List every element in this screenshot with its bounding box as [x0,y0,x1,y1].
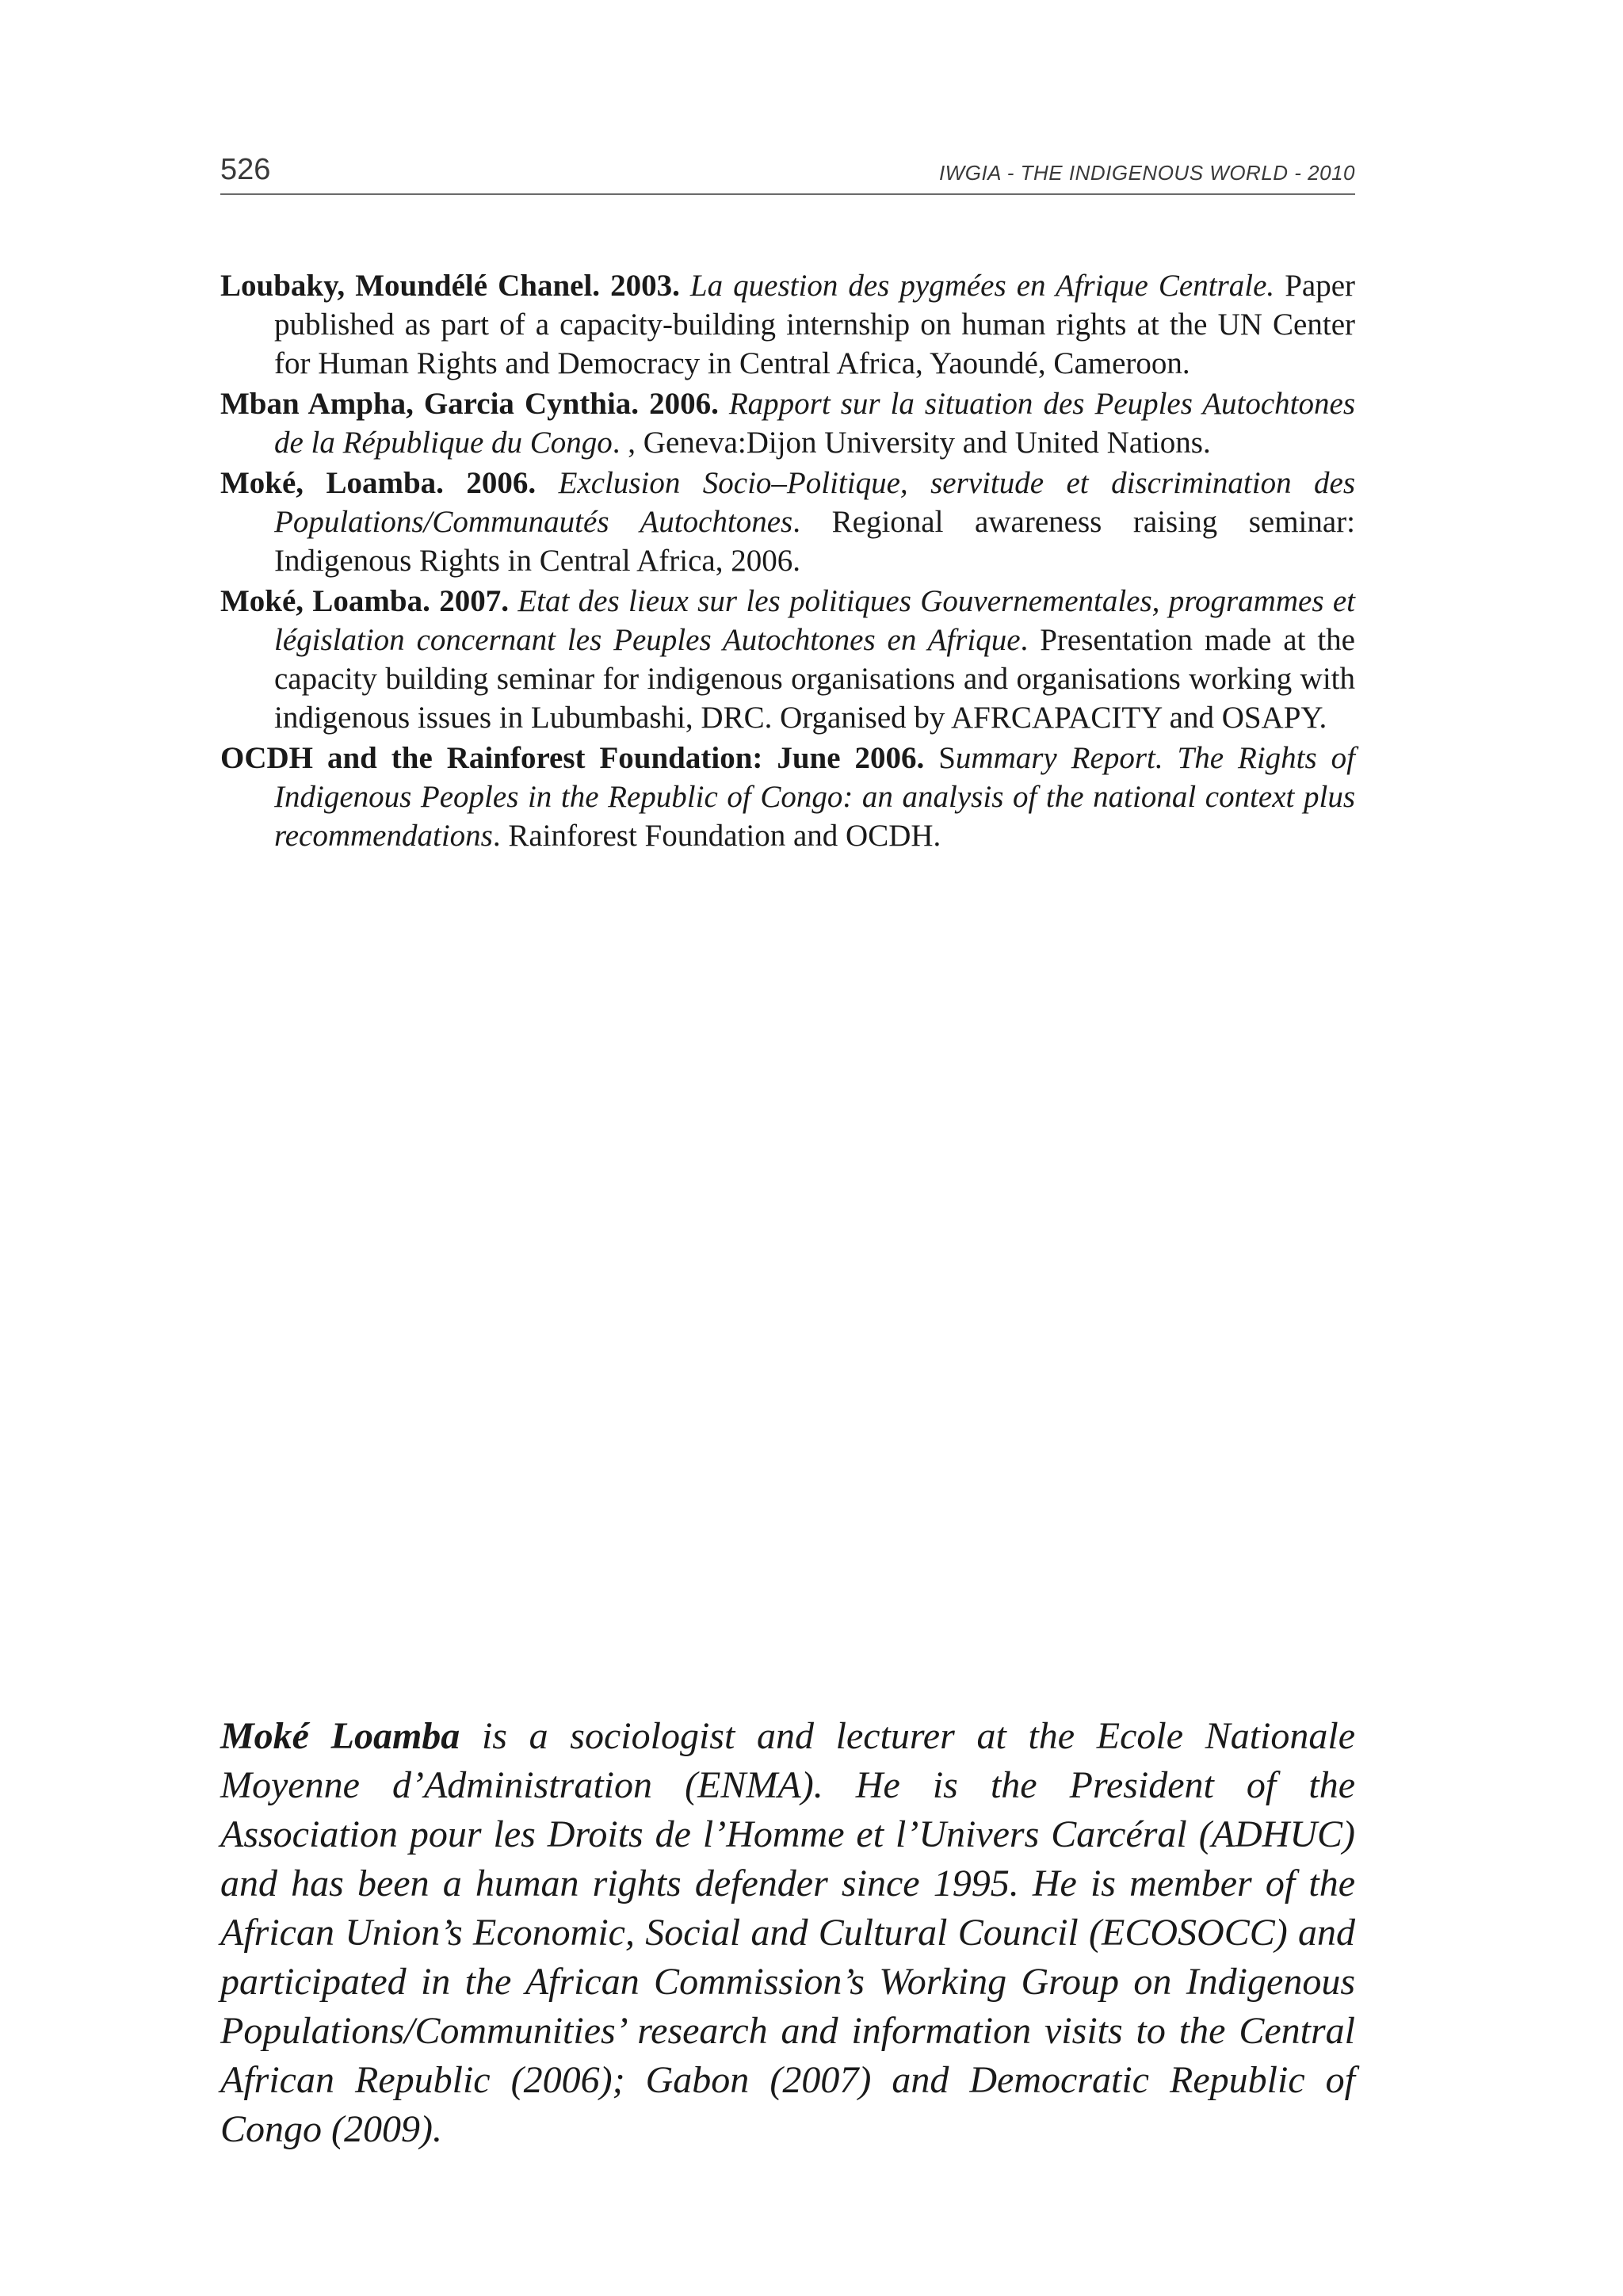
reference-author: Moké, Loamba. 2006. [220,466,537,500]
page-header [220,152,1355,195]
reference-item [220,384,1355,462]
author-bio [220,1712,1355,2154]
reference-author: Moké, Loamba. 2007. [220,584,509,618]
reference-title: La question des pygmées en Afrique Centrale. [689,269,1275,303]
reference-item [220,464,1355,580]
reference-author: Loubaky, Moundélé Chanel. 2003. [220,269,680,303]
reference-title: Rapport sur la situation des Peuples Autochtones de la République du Congo [274,387,1355,460]
running-head: IWGIA - THE INDIGENOUS WORLD - 2010 [938,161,1355,185]
reference-author: OCDH and the Rainforest Foundation: June 2006. [220,741,925,775]
bio-author-name: Moké Loamba [220,1715,460,1757]
reference-details: . Rainforest Foundation and OCDH. [492,819,941,853]
reference-title: ummary Report. The Rights of Indigenous Peoples in the Republic of Congo: an analysis of the national context plus recommendations [274,741,1355,853]
bio-text: is a sociologist and lecturer at the Ecole Nationale Moyenne d’Administration (ENMA). He is the President of the Association pour les Droits de l’Homme et l’Univers Carcéral (ADHUC) and has been a human rights defender since 1995. He is member of the African Union’s Economic, Social and Cultural Council (ECOSOCC) and participated in the African Commission’s Working Group on Indigenous Populations/Communities’ research and information visits to the Central African Republic (2006); Gabon (2007) and Democratic Republic of Congo (2009). [220,1715,1356,2150]
reference-item [220,739,1355,855]
reference-details: . Presentation made at the capacity building seminar for indigenous organisations and organisations working with indigenous issues in Lubumbashi, DRC. Organised by AFRCAPACITY and OSAPY. [274,623,1355,735]
reference-title: Etat des lieux sur les politiques Gouvernementales, programmes et législation concernant les Peuples Autochtones en Afrique [274,584,1355,657]
reference-item [220,266,1355,383]
reference-author: Mban Ampha, Garcia Cynthia. 2006. [220,387,719,421]
page-number: 526 [220,153,271,186]
reference-details: . , Geneva:Dijon University and United Nations. [612,426,1211,460]
reference-title: Exclusion Socio–Politique, servitude et discrimination des Populations/Communautés Autochtones [274,466,1355,539]
reference-details: Paper published as part of a capacity-building internship on human rights at the UN Center for Human Rights and Democracy in Central Africa, Yaoundé, Cameroon. [274,269,1355,380]
reference-item [220,582,1355,737]
reference-details: . Regional awareness raising seminar: Indigenous Rights in Central Africa, 2006. [274,505,1355,578]
reference-details-prefix: S [924,741,956,775]
references-list [220,266,1355,857]
